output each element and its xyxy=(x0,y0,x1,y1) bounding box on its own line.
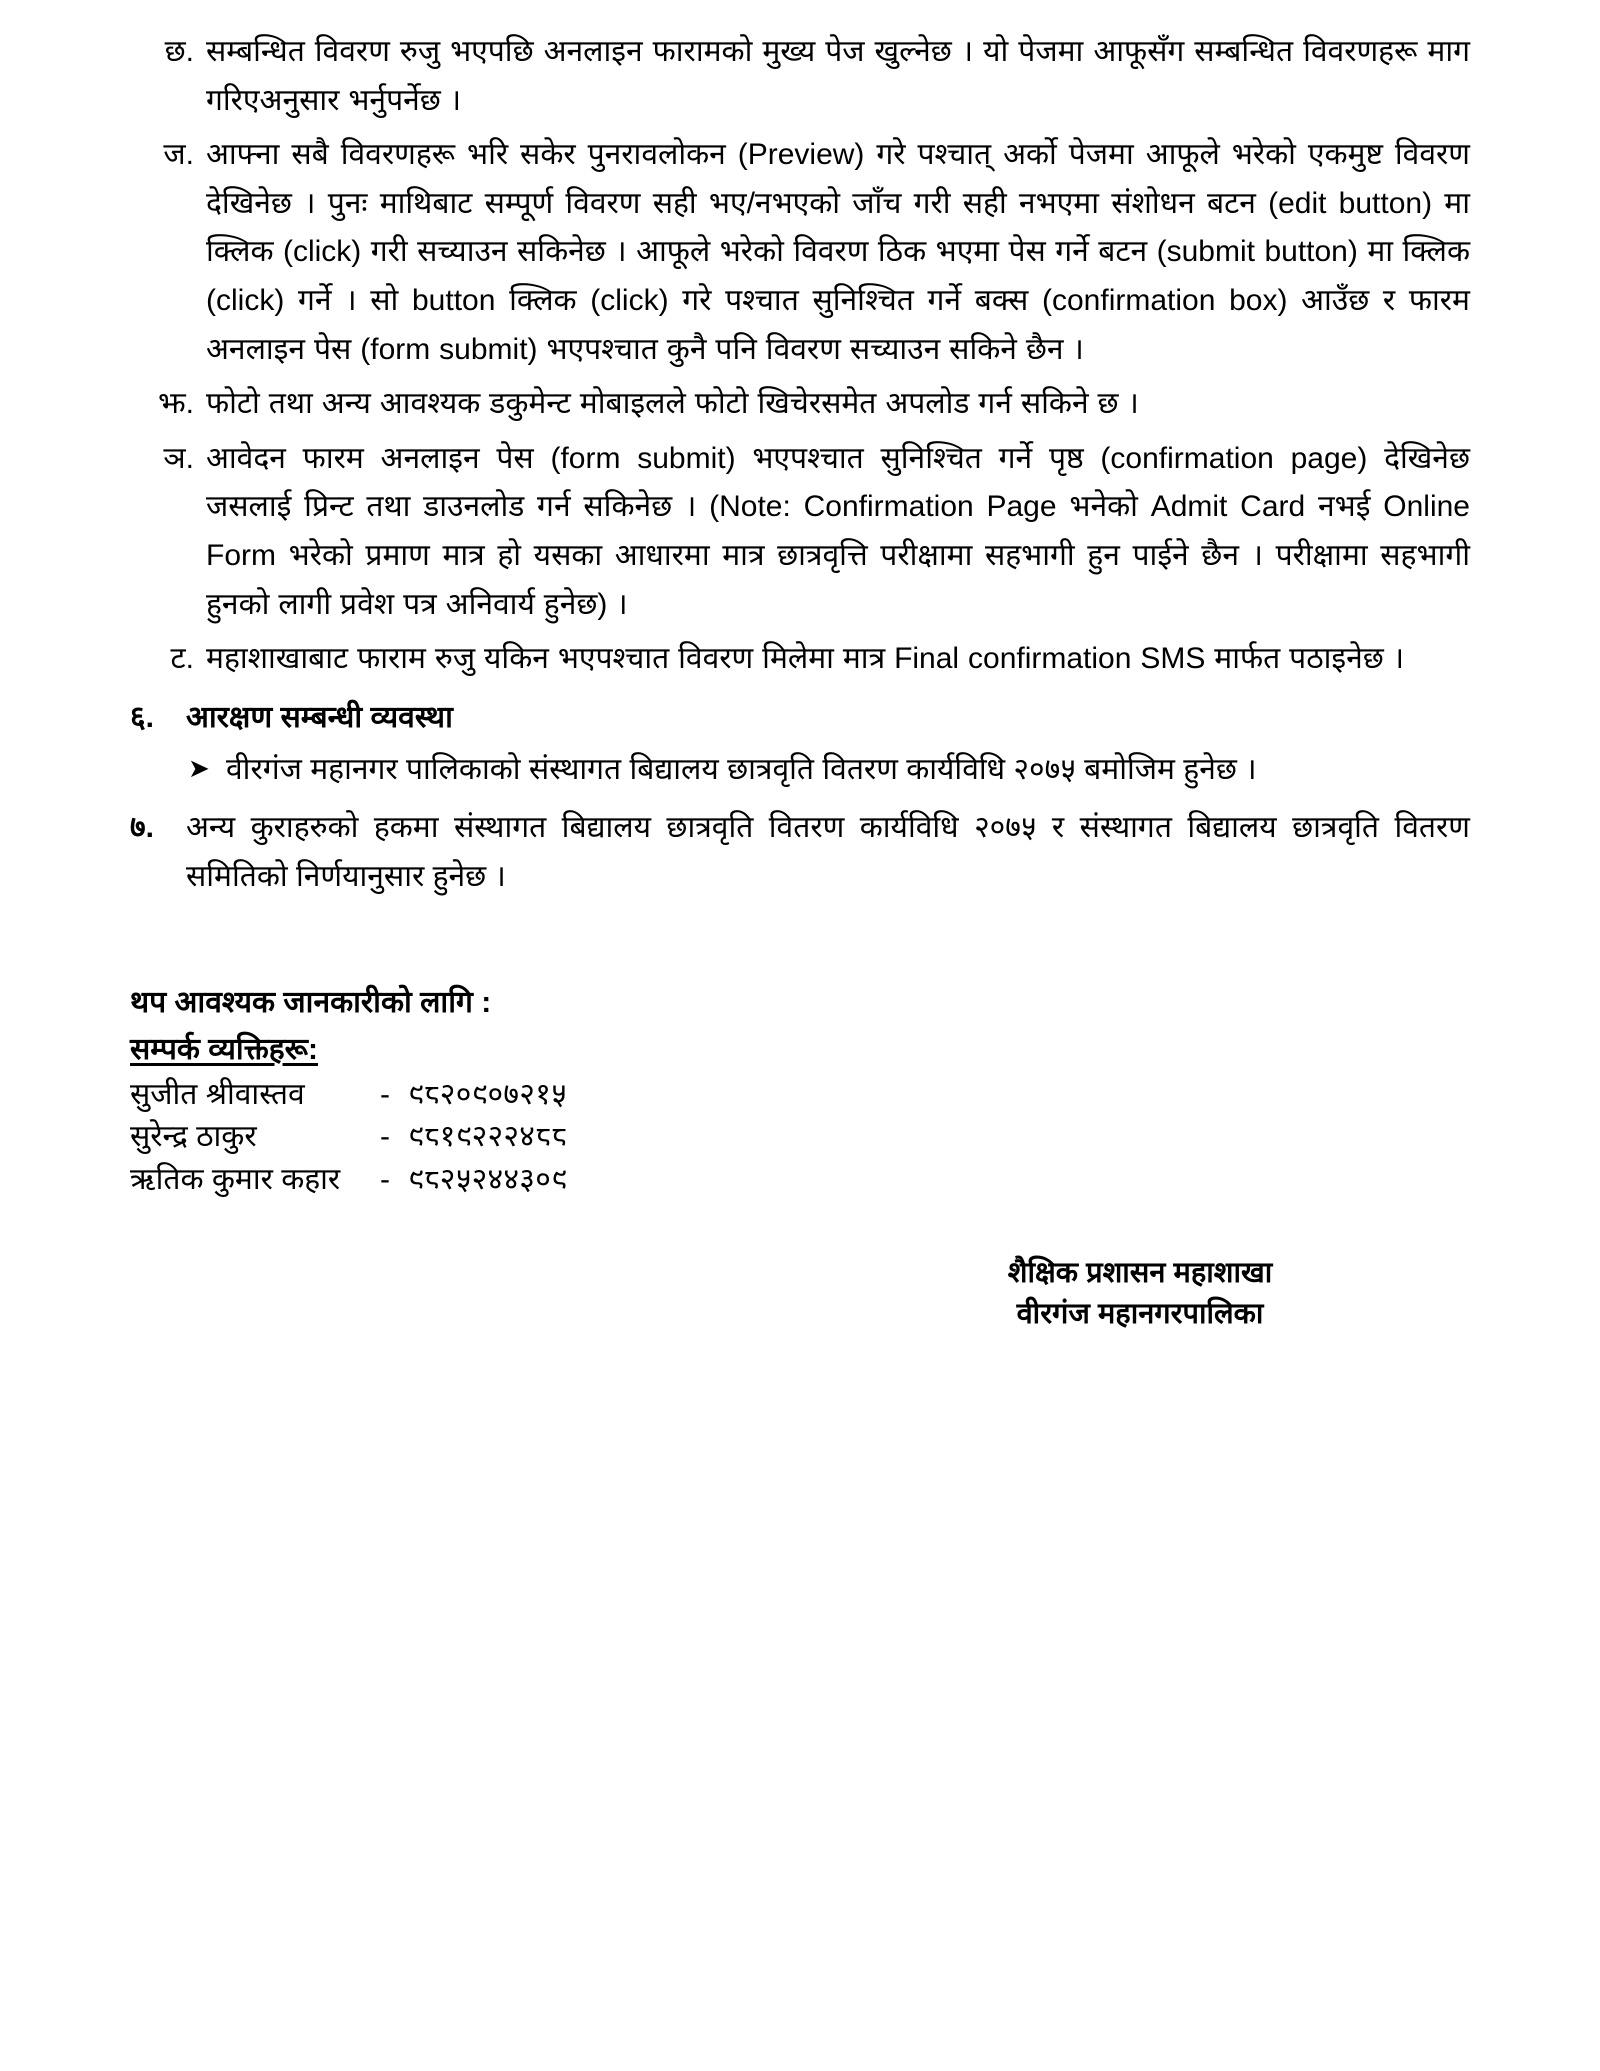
list-item-jha xyxy=(130,380,1470,429)
signature-department: शैक्षिक प्रशासन महाशाखा xyxy=(1007,1257,1273,1290)
list-item-ta xyxy=(130,635,1470,684)
contact-name: ऋतिक कुमार कहार xyxy=(130,1162,341,1196)
signature-office: वीरगंज महानगरपालिका xyxy=(1016,1298,1264,1331)
contact-name: सुजीत श्रीवास्तव xyxy=(130,1077,305,1111)
contact-row xyxy=(130,1159,1470,1202)
arrow-right-icon: ➤ xyxy=(188,752,210,783)
list-item-text: आवेदन फारम अनलाइन पेस (form submit) भएपश्चात सुनिश्चित गर्ने पृष्ठ (confirmation page) देखिनेछ जसलाई प्रिन्ट तथा डाउनलोड गर्न सकिनेछ । (Note: Confirmation Page भनेको Admit Card नभई Online Form भरेको प्रमाण मात्र हो यसका आधारमा मात्र छात्रवृत्ति परीक्षामा सहभागी हुन पाईने छैन । परीक्षामा सहभागी हुनको लागी प्रवेश पत्र अनिवार्य हुनेछ) । xyxy=(206,441,1470,621)
document-body xyxy=(130,28,1470,1336)
contact-separator: - xyxy=(380,1162,390,1196)
list-marker: छ. xyxy=(164,35,194,68)
list-item-text: फोटो तथा अन्य आवश्यक डकुमेन्ट मोबाइलले फोटो खिचेरसमेत अपलोड गर्न सकिने छ । xyxy=(206,387,1139,421)
section-number: ६. xyxy=(130,700,154,734)
section-6-bullet xyxy=(130,746,1470,795)
section-number: ७. xyxy=(130,811,154,845)
contact-subtitle: सम्पर्क व्यक्तिहरू: xyxy=(130,1032,318,1066)
contact-row xyxy=(130,1116,1470,1159)
contact-name: सुरेन्द्र ठाकुर xyxy=(130,1120,257,1154)
list-marker: झ. xyxy=(157,387,194,421)
contact-phone: ९८१९२२२४८८ xyxy=(408,1120,567,1154)
list-item-text: महाशाखाबाट फाराम रुजु यकिन भएपश्चात विवरण मिलेमा मात्र Final confirmation SMS मार्फत पठाइनेछ । xyxy=(206,642,1405,676)
list-item-nya xyxy=(130,435,1470,629)
section-6 xyxy=(130,694,1470,742)
signature-block xyxy=(130,1253,1470,1335)
list-marker: ट. xyxy=(170,642,194,676)
section-7 xyxy=(130,804,1470,901)
contact-row xyxy=(130,1074,1470,1117)
contact-list xyxy=(130,1074,1470,1202)
list-marker: ज. xyxy=(163,138,194,172)
list-marker: ञ. xyxy=(163,441,194,475)
section-7-paragraph: अन्य कुराहरुको हकमा संस्थागत बिद्यालय छात्रवृति वितरण कार्यविधि २०७५ र संस्थागत बिद्यालय छात्रवृति वितरण समितिको निर्णयानुसार हुनेछ । xyxy=(186,811,1470,893)
contact-block xyxy=(130,980,1470,1202)
contact-separator: - xyxy=(380,1077,390,1111)
section-heading: आरक्षण सम्बन्धी व्यवस्था xyxy=(186,700,453,734)
list-item-cha xyxy=(130,28,1470,125)
contact-intro: थप आवश्यक जानकारीको लागि : xyxy=(130,985,492,1019)
list-item-text: आफ्ना सबै विवरणहरू भरि सकेर पुनरावलोकन (Preview) गरे पश्चात् अर्को पेजमा आफूले भरेको एकमुष्ट विवरण देखिनेछ । पुनः माथिबाट सम्पूर्ण विवरण सही भए/नभएको जाँच गरी सही नभएमा संशोधन बटन (edit button) मा क्लिक (click) गरी सच्याउन सकिनेछ । आफूले भरेको विवरण ठिक भएमा पेस गर्ने बटन (submit button) मा क्लिक (click) गर्ने । सो button क्लिक (click) गरे पश्चात सुनिश्चित गर्ने बक्स (confirmation box) आउँछ र फारम अनलाइन पेस (form submit) भएपश्चात कुनै पनि विवरण सच्याउन सकिने छैन । xyxy=(206,138,1470,366)
contact-phone: ९८२५२४४३०९ xyxy=(408,1162,567,1196)
list-item-ja xyxy=(130,131,1470,374)
section-6-bullet-text: वीरगंज महानगर पालिकाको संस्थागत बिद्यालय छात्रवृति वितरण कार्यविधि २०७५ बमोजिम हुनेछ । xyxy=(226,752,1257,786)
contact-separator: - xyxy=(380,1120,390,1154)
contact-phone: ९८२०९०७२१५ xyxy=(408,1077,567,1111)
list-item-text: सम्बन्धित विवरण रुजु भएपछि अनलाइन फारामको मुख्य पेज खुल्नेछ । यो पेजमा आफूसँग सम्बन्धित विवरणहरू माग गरिएअनुसार भर्नुपर्नेछ । xyxy=(206,35,1470,117)
